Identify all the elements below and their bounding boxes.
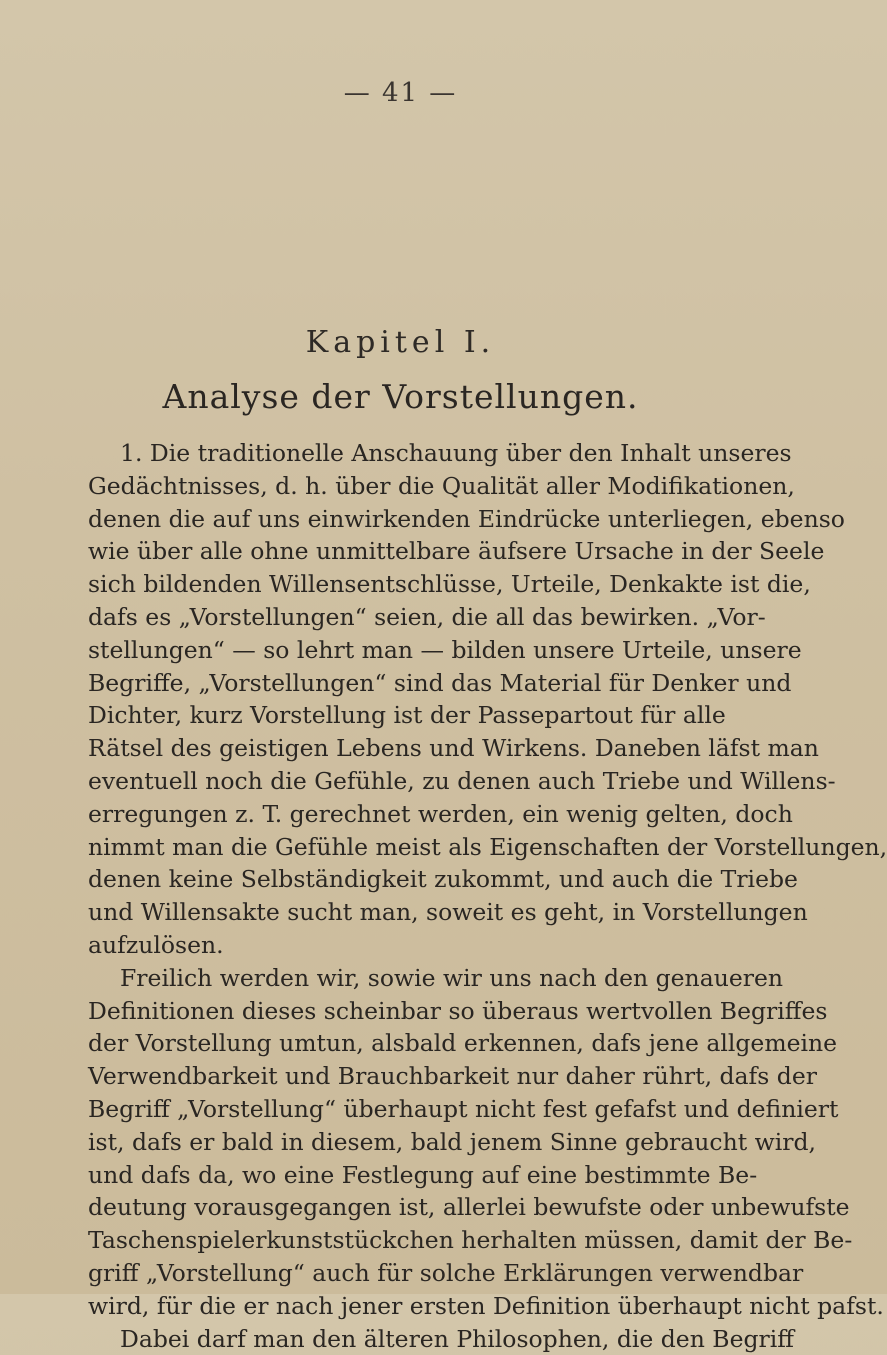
text-line: sich bildenden Willensentschlüsse, Urteile, Denkakte ist die,	[88, 570, 811, 599]
text-line: wie über alle ohne unmittelbare äufsere Ursache in der Seele	[88, 537, 825, 566]
page-number: — 41 —	[343, 78, 458, 108]
chapter-title: Analyse der Vorstellungen.	[162, 377, 639, 416]
text-line: aufzulösen.	[88, 930, 224, 959]
text-line: Gedächtnisses, d. h. über die Qualität aller Modifikationen,	[88, 471, 795, 500]
text-line: Verwendbarkeit und Brauchbarkeit nur daher rührt, dafs der	[88, 1062, 817, 1091]
text-line: und Willensakte sucht man, soweit es geht, in Vorstellungen	[88, 898, 808, 927]
text-line: Definitionen dieses scheinbar so überaus wertvollen Begriffes	[88, 996, 828, 1025]
text-line: und dafs da, wo eine Festlegung auf eine bestimmte Be-	[88, 1160, 758, 1189]
text-line: Taschenspielerkunststückchen herhalten müssen, damit der Be-	[88, 1226, 853, 1255]
text-line: Freilich werden wir, sowie wir uns nach den genaueren	[120, 963, 784, 992]
text-line: denen keine Selbständigkeit zukommt, und auch die Triebe	[88, 865, 798, 894]
text-line: erregungen z. T. gerechnet werden, ein wenig gelten, doch	[88, 799, 793, 828]
text-line: Begriff „Vorstellung“ überhaupt nicht fest gefafst und definiert	[88, 1094, 839, 1123]
text-line: griff „Vorstellung“ auch für solche Erklärungen verwendbar	[88, 1258, 804, 1287]
text-line: wird, für die er nach jener ersten Definition überhaupt nicht pafst.	[88, 1291, 884, 1320]
chapter-label: Kapitel I.	[305, 325, 496, 360]
text-line: nimmt man die Gefühle meist als Eigenschaften der Vorstellungen,	[88, 832, 887, 861]
text-line: 1. Die traditionelle Anschauung über den Inhalt unseres	[120, 439, 792, 467]
text-line: dafs es „Vorstellungen“ seien, die all das bewirken. „Vor-	[88, 602, 766, 631]
text-line: Rätsel des geistigen Lebens und Wirkens. Daneben läfst man	[88, 734, 819, 763]
text-line: denen die auf uns einwirkenden Eindrücke unterliegen, ebenso	[88, 504, 845, 533]
text-line: deutung vorausgegangen ist, allerlei bewufste oder unbewufste	[88, 1193, 850, 1222]
text-line: Begriffe, „Vorstellungen“ sind das Material für Denker und	[88, 668, 792, 697]
text-line: ist, dafs er bald in diesem, bald jenem Sinne gebraucht wird,	[88, 1127, 817, 1156]
text-line: Dichter, kurz Vorstellung ist der Passepartout für alle	[88, 701, 726, 730]
text-line: Dabei darf man den älteren Philosophen, die den Begriff	[120, 1324, 794, 1353]
text-line: stellungen“ — so lehrt man — bilden unsere Urteile, unsere	[88, 635, 802, 664]
text-line: der Vorstellung umtun, alsbald erkennen, dafs jene allgemeine	[88, 1029, 838, 1058]
text-line: eventuell noch die Gefühle, zu denen auch Triebe und Willens-	[88, 766, 836, 795]
body-text	[88, 437, 887, 1355]
